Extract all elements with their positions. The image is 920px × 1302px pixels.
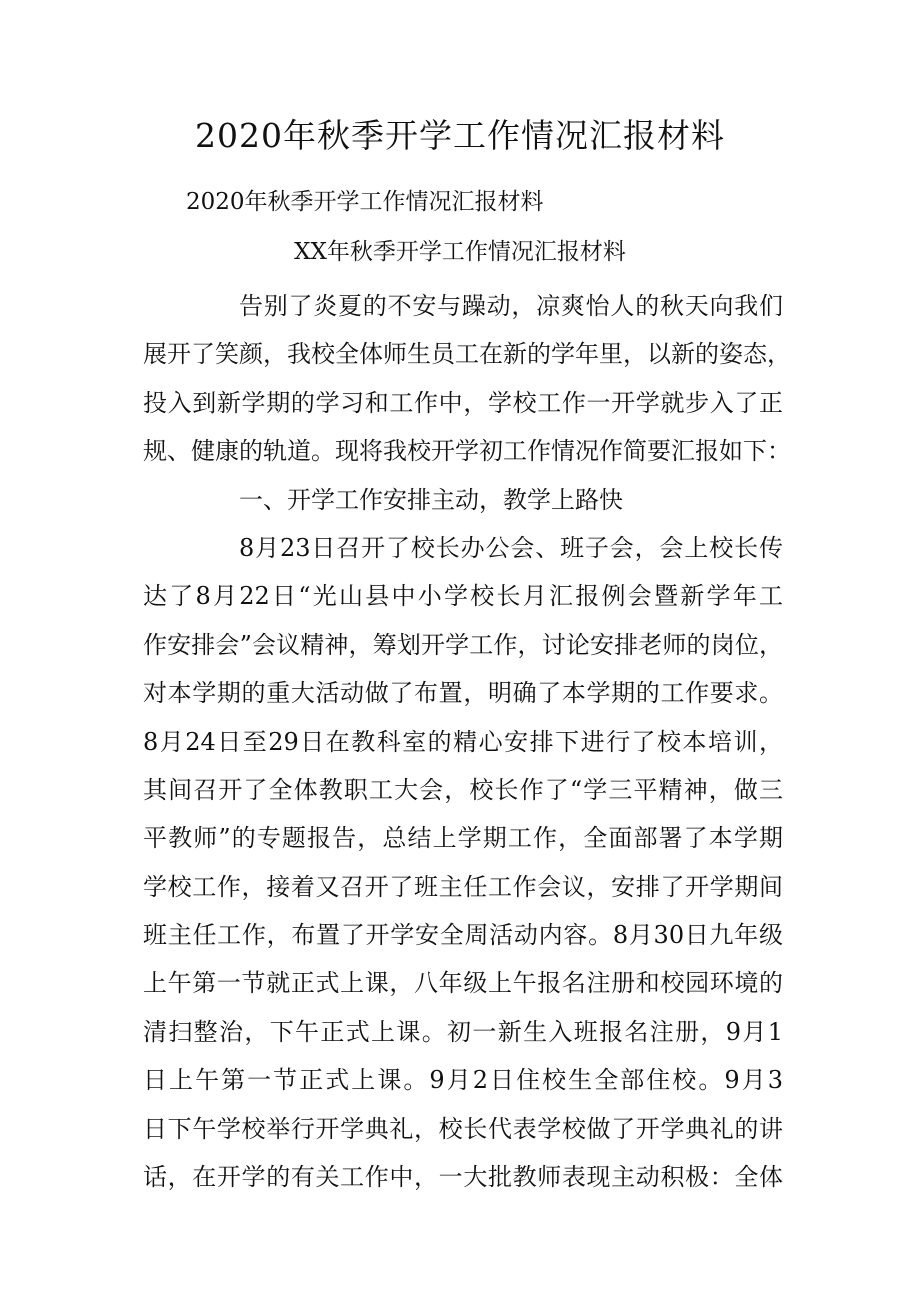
paragraph-line: 上午第一节就正式上课，八年级上午报名注册和校园环境的 bbox=[143, 969, 783, 998]
document-title: 2020年秋季开学工作情况汇报材料 bbox=[195, 116, 725, 155]
paragraph-line: 8月24日至29日在教科室的精心安排下进行了校本培训， bbox=[143, 727, 783, 756]
document-body bbox=[143, 282, 791, 1201]
document-subheading: XX年秋季开学工作情况汇报材料 bbox=[294, 239, 626, 265]
paragraph-line: 投入到新学期的学习和工作中，学校工作一开学就步入了正 bbox=[143, 388, 783, 417]
paragraph-line: 8月23日召开了校长办公会、班子会，会上校长传 bbox=[239, 533, 783, 562]
paragraph-line: 作安排会”会议精神，筹划开学工作，讨论安排老师的岗位， bbox=[143, 630, 783, 659]
paragraph-line: 日上午第一节正式上课。9月2日住校生全部住校。9月3 bbox=[143, 1066, 783, 1095]
paragraph-line: 平教师”的专题报告，总结上学期工作，全面部署了本学期 bbox=[143, 824, 783, 853]
paragraph-line: 展开了笑颜，我校全体师生员工在新的学年里，以新的姿态， bbox=[143, 340, 791, 369]
paragraph-line: 达了8月22日“光山县中小学校长月汇报例会暨新学年工 bbox=[143, 582, 783, 611]
paragraph-line: 班主任工作，布置了开学安全周活动内容。8月30日九年级 bbox=[143, 921, 783, 950]
paragraph-line: 对本学期的重大活动做了布置，明确了本学期的工作要求。 bbox=[143, 679, 783, 708]
paragraph-line: 清扫整治，下午正式上课。初一新生入班报名注册，9月1 bbox=[143, 1017, 783, 1046]
paragraph-line: 告别了炎夏的不安与躁动，凉爽怡人的秋天向我们 bbox=[239, 292, 783, 320]
paragraph-line: 其间召开了全体教职工大会，校长作了“学三平精神，做三 bbox=[143, 775, 783, 804]
paragraph-line: 学校工作，接着又召开了班主任工作会议，安排了开学期间 bbox=[143, 872, 783, 901]
paragraph-line: 规、健康的轨道。现将我校开学初工作情况作简要汇报如下： bbox=[143, 437, 791, 466]
document-subtitle: 2020年秋季开学工作情况汇报材料 bbox=[186, 189, 544, 215]
paragraph-line: 日下午学校举行开学典礼，校长代表学校做了开学典礼的讲 bbox=[143, 1114, 783, 1143]
section-heading: 一、开学工作安排主动，教学上路快 bbox=[239, 485, 623, 514]
paragraph-line: 话，在开学的有关工作中，一大批教师表现主动积极：全体 bbox=[143, 1163, 783, 1192]
